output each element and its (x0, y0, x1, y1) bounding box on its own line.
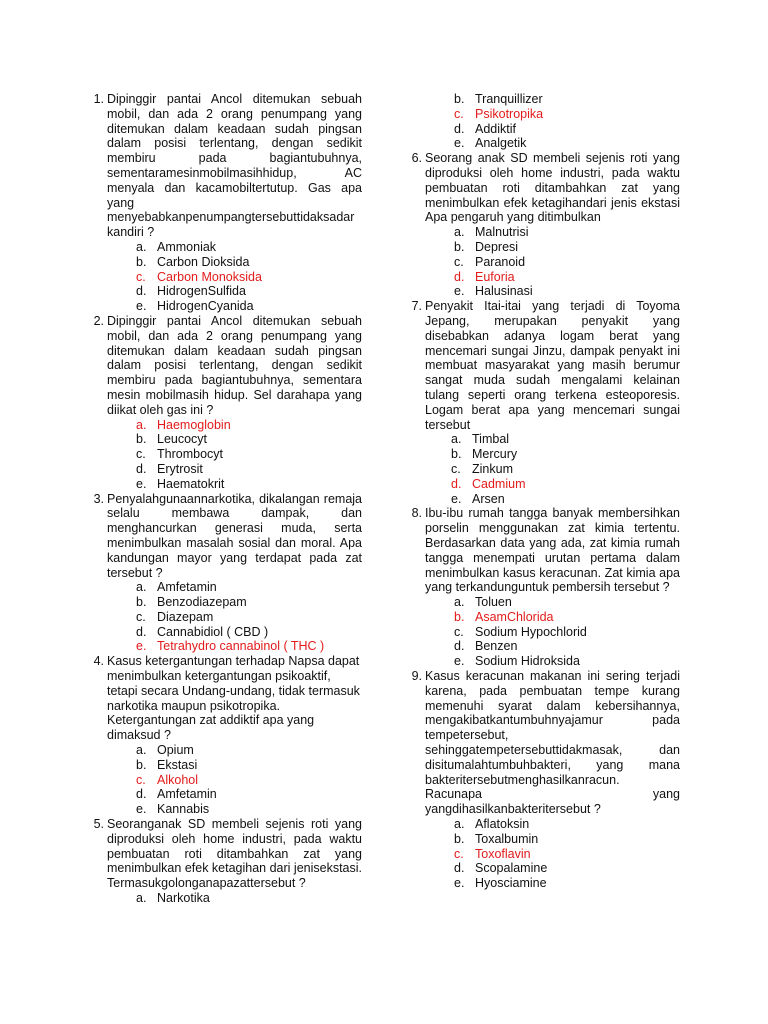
option-a (451, 432, 680, 447)
question-text: Seorang anak SD membeli sejenis roti yang diproduksi oleh home industri, pada waktu pembuatan roti ditambahkan zat yang menimbulkan efek ketagihandari jenis ekstasi Apa pengaruh yang ditimbulkan (425, 151, 680, 225)
option-letter: a. (136, 417, 147, 432)
option-c-correct (454, 847, 680, 862)
option-text: Benzodiazepam (157, 595, 247, 610)
option-letter: e. (136, 476, 147, 491)
option-text: Carbon Monoksida (157, 269, 262, 284)
option-b (454, 240, 680, 255)
option-text: Sodium Hypochlorid (475, 624, 587, 639)
option-letter: e. (451, 491, 462, 506)
option-e (454, 654, 680, 669)
option-text: Hyosciamine (475, 876, 547, 891)
option-text: Mercury (472, 447, 518, 462)
question-number: 8. (411, 506, 422, 521)
option-letter: d. (136, 787, 147, 802)
option-letter: a. (136, 580, 147, 595)
option-letter: c. (136, 269, 146, 284)
option-letter: a. (136, 891, 147, 906)
question-5-continued (402, 92, 680, 151)
option-letter: a. (136, 239, 147, 254)
option-letter: c. (451, 461, 461, 476)
option-text: Amfetamin (157, 787, 217, 802)
question-1 (84, 92, 362, 314)
question-number: 6. (411, 151, 422, 166)
option-d (136, 284, 362, 299)
question-3 (84, 492, 362, 655)
option-e (454, 876, 680, 891)
option-b (454, 832, 680, 847)
question-number: 5. (93, 817, 104, 832)
option-d (454, 861, 680, 876)
option-c (136, 447, 362, 462)
question-number: 1. (93, 92, 104, 106)
question-text: Seoranganak SD membeli sejenis roti yang diproduksi oleh home industri, pada waktu pembuatan roti ditambahkan zat yang menimbulkan efek ketagihan dari jenisekstasi. Termasukgolonganapazattersebut ? (107, 817, 362, 891)
option-b (136, 255, 362, 270)
question-2 (84, 314, 362, 492)
option-text: HidrogenCyanida (157, 299, 254, 314)
option-text: Timbal (472, 432, 510, 447)
option-text: Aflatoksin (475, 817, 530, 832)
option-text: Sodium Hidroksida (475, 654, 580, 669)
option-text: Toxalbumin (475, 831, 539, 846)
option-a (136, 743, 362, 758)
option-letter: a. (454, 817, 465, 832)
option-letter: b. (454, 831, 465, 846)
option-letter: d. (454, 269, 465, 284)
option-text: Tranquillizer (475, 92, 543, 106)
option-text: Arsen (472, 491, 505, 506)
option-letter: d. (454, 121, 465, 136)
option-text: Leucocyt (157, 432, 208, 447)
option-text: Cannabidiol ( CBD ) (157, 624, 269, 639)
option-text: AsamChlorida (475, 609, 554, 624)
option-letter: c. (136, 447, 146, 462)
option-letter: d. (451, 476, 462, 491)
option-letter: b. (136, 757, 147, 772)
option-text: Paranoid (475, 254, 526, 269)
option-letter: c. (136, 772, 146, 787)
option-a (136, 240, 362, 255)
option-e (136, 802, 362, 817)
option-text: Malnutrisi (475, 225, 529, 240)
option-letter: e. (454, 284, 465, 299)
option-letter: e. (136, 802, 147, 817)
question-text: Kasus keracunan makanan ini sering terjadi karena, pada pembuatan tempe kurang memenuhi syarat dalam kebersihannya, mengakibatkantumbuhnyajamur pada tempetersebut, sehinggatempetersebuttidakmasak, dan disitumalahtumbuhbakteri, yang mana bakteritersebutmenghasilkanracun. Racunapa yang yangdihasilkanbakteritersebut ? (425, 669, 680, 817)
option-d-correct (454, 270, 680, 285)
option-letter: b. (136, 432, 147, 447)
option-letter: e. (454, 876, 465, 891)
option-text: Benzen (475, 639, 518, 654)
option-text: Halusinasi (475, 284, 533, 299)
option-letter: c. (454, 106, 464, 121)
question-6 (402, 151, 680, 299)
question-text: Dipinggir pantai Ancol ditemukan sebuah mobil, dan ada 2 orang penumpang yang ditemukan dalam keadaan sudah pingsan dalam posisi terlentang, dengan sedikit membiru pada bagiantubuhnya, sementaramesinmobilmasihhidup, AC menyala dan kacamobiltertutup. Gas apa yang menyebabkanpenumpangtersebuttidaksadar kandiri ? (107, 92, 362, 240)
option-b (454, 92, 680, 107)
option-b (451, 447, 680, 462)
option-letter: d. (136, 461, 147, 476)
option-c-correct (454, 107, 680, 122)
option-letter: c. (454, 624, 464, 639)
option-letter: b. (136, 595, 147, 610)
option-text: HidrogenSulfida (157, 284, 246, 299)
option-letter: e. (454, 654, 465, 669)
option-d (136, 787, 362, 802)
question-number: 4. (93, 654, 104, 669)
question-number: 7. (411, 299, 422, 314)
option-letter: e. (136, 639, 147, 654)
option-e (136, 477, 362, 492)
option-text: Scopalamine (475, 861, 548, 876)
option-letter: a. (136, 743, 147, 758)
option-letter: a. (451, 432, 462, 447)
option-text: Haematokrit (157, 476, 225, 491)
option-a (454, 225, 680, 240)
option-text: Erytrosit (157, 461, 203, 476)
option-d-correct (451, 477, 680, 492)
option-b-correct (454, 610, 680, 625)
option-e (136, 299, 362, 314)
option-text: Opium (157, 743, 194, 758)
option-letter: e. (136, 299, 147, 314)
option-text: Analgetik (475, 136, 527, 151)
question-5 (84, 817, 362, 906)
question-text: Penyalahgunaannarkotika, dikalangan remaja selalu membawa dampak, dan menghancurkan generasi muda, serta menimbulkan masalah sosial dan moral. Apa kandungan mayor yang terdapat pada zat tersebut ? (107, 491, 362, 580)
option-letter: b. (136, 254, 147, 269)
option-a (136, 580, 362, 595)
option-text: Haemoglobin (157, 417, 231, 432)
option-text: Euforia (475, 269, 515, 284)
option-b (136, 432, 362, 447)
option-e-correct (136, 639, 362, 654)
option-letter: c. (136, 609, 146, 624)
option-letter: b. (454, 239, 465, 254)
option-a (136, 891, 362, 906)
option-letter: d. (454, 861, 465, 876)
right-column (402, 92, 680, 891)
option-text: Tetrahydro cannabinol ( THC ) (157, 639, 325, 654)
option-e (454, 136, 680, 151)
option-letter: d. (136, 624, 147, 639)
question-text: Kasus ketergantungan terhadap Napsa dapat menimbulkan ketergantungan psikoaktif, tetapi secara Undang-undang, tidak termasuk narkotika maupun psikotropika. Ketergantungan zat addiktif apa yang dimaksud ? (107, 654, 360, 743)
option-c (136, 610, 362, 625)
option-letter: a. (454, 595, 465, 610)
option-text: Toxoflavin (475, 846, 531, 861)
option-c-correct (136, 270, 362, 285)
option-list (107, 418, 362, 492)
question-number: 2. (93, 313, 104, 328)
option-text: Zinkum (472, 461, 513, 476)
option-d (454, 122, 680, 137)
option-text: Psikotropika (475, 106, 544, 121)
option-text: Thrombocyt (157, 447, 223, 462)
option-c (454, 255, 680, 270)
question-8 (402, 506, 680, 669)
option-list (425, 432, 680, 506)
option-e (451, 492, 680, 507)
option-text: Narkotika (157, 891, 210, 906)
option-text: Ekstasi (157, 757, 198, 772)
option-text: Diazepam (157, 609, 214, 624)
option-text: Amfetamin (157, 580, 217, 595)
option-a (454, 595, 680, 610)
option-c-correct (136, 773, 362, 788)
option-text: Ammoniak (157, 239, 217, 254)
option-list (107, 891, 362, 906)
option-text: Carbon Dioksida (157, 254, 250, 269)
option-text: Depresi (475, 239, 519, 254)
option-letter: e. (454, 136, 465, 151)
option-a (454, 817, 680, 832)
left-column (84, 92, 362, 906)
option-letter: a. (454, 225, 465, 240)
option-text: Cadmium (472, 476, 526, 491)
option-text: Alkohol (157, 772, 198, 787)
question-text: Penyakit Itai-itai yang terjadi di Toyoma Jepang, merupakan penyakit yang disebabkan adanya logam berat yang mencemari sungai Jinzu, dampak penyakt ini membuat masyarakat yang masih berumur sangat muda sudah mengalami kelainan tulang seperti orang terkena esteoporesis. Logam berat apa yang mencemari sungai tersebut (425, 299, 680, 432)
option-letter: b. (454, 92, 465, 106)
option-d (136, 625, 362, 640)
option-letter: b. (454, 609, 465, 624)
option-letter: b. (451, 447, 462, 462)
option-text: Toluen (475, 595, 512, 610)
option-list (107, 240, 362, 314)
option-text: Kannabis (157, 802, 210, 817)
option-letter: c. (454, 254, 464, 269)
option-list (425, 225, 680, 299)
option-list (425, 92, 680, 151)
option-letter: c. (454, 846, 464, 861)
option-b (136, 758, 362, 773)
option-a-correct (136, 418, 362, 433)
option-list (107, 580, 362, 654)
question-7 (402, 299, 680, 506)
option-e (454, 284, 680, 299)
question-number: 9. (411, 669, 422, 684)
option-list (425, 817, 680, 891)
option-letter: d. (136, 284, 147, 299)
option-list (425, 595, 680, 669)
option-list (107, 743, 362, 817)
question-number: 3. (93, 491, 104, 506)
option-d (454, 639, 680, 654)
option-d (136, 462, 362, 477)
question-4 (84, 654, 362, 817)
option-b (136, 595, 362, 610)
option-text: Addiktif (475, 121, 516, 136)
option-c (454, 625, 680, 640)
option-letter: d. (454, 639, 465, 654)
question-9 (402, 669, 680, 891)
question-text: Dipinggir pantai Ancol ditemukan sebuah mobil, dan ada 2 orang penumpang yang ditemukan dalam keadaan sudah pingsan dalam posisi terlentang, dengan sedikit membiru pada bagiantubuhnya, sementara mesin mobilmasih hidup. Sel darahapa yang diikat oleh gas ini ? (107, 313, 362, 417)
question-text: Ibu-ibu rumah tangga banyak membersihkan porselin menggunakan zat kimia tertentu. Berdasarkan data yang ada, zat kimia rumah tangga menempati urutan pertama dalam menimbulkan kasus keracunan. Zat kimia apa yang terkandunguntuk pembersih tersebut ? (425, 506, 680, 595)
option-c (451, 462, 680, 477)
